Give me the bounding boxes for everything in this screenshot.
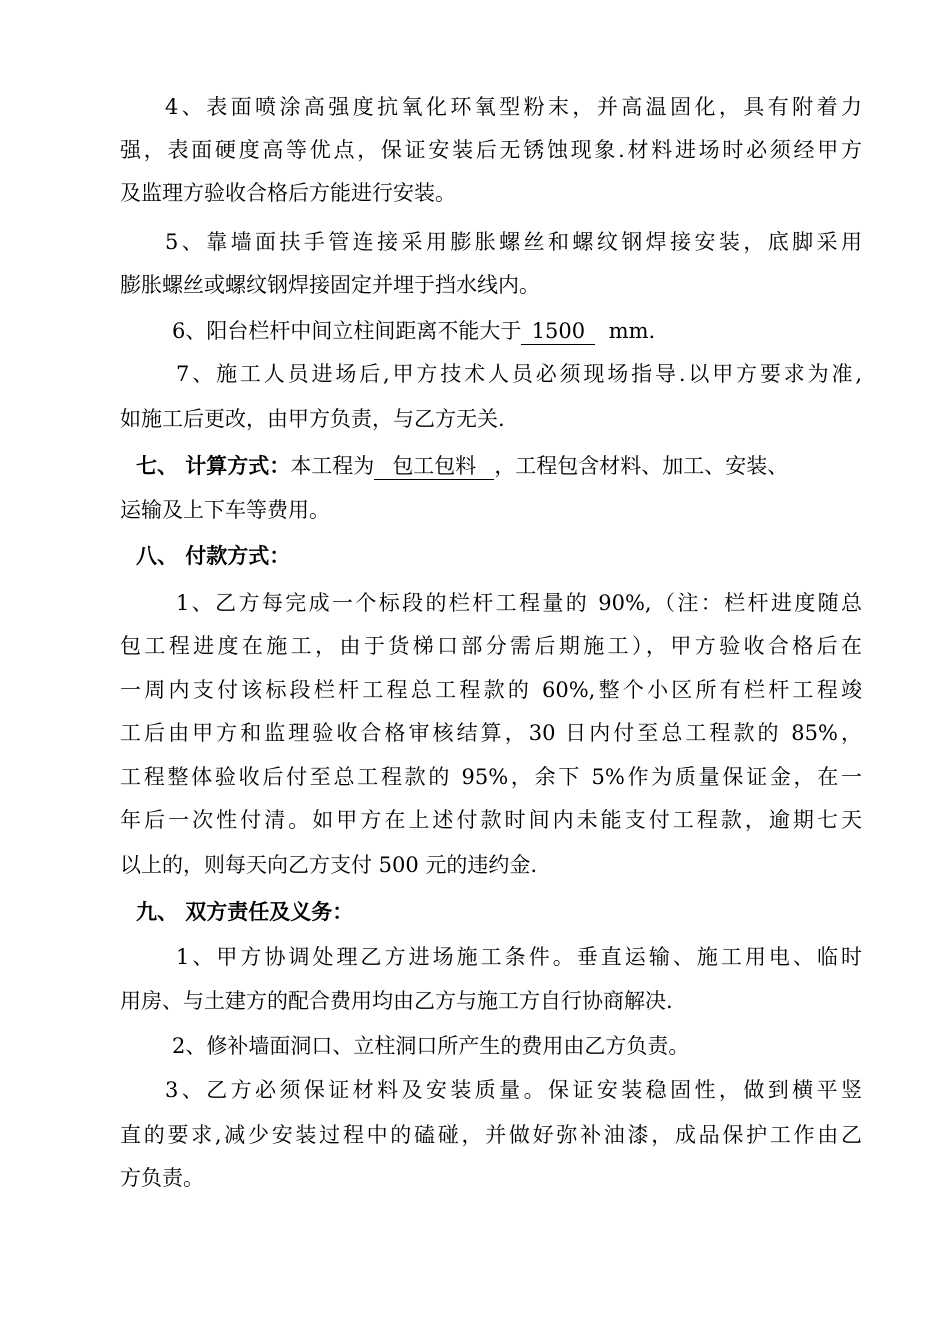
clause-5-line-2: 膨胀螺丝或螺纹钢焊接固定并埋于挡水线内。: [120, 273, 540, 297]
section-7-text: 本工程为: [290, 454, 375, 478]
clause-6-text: 6、阳台栏杆中间立柱间距离不能大于: [172, 319, 522, 343]
duty-3-line-2: 直的要求,减少安装过程中的磕碰，并做好弥补油漆，成品保护工作由乙: [120, 1123, 862, 1147]
section-8-heading: 八、 付款方式：: [136, 543, 291, 568]
payment-line-3: 一周内支付该标段栏杆工程总工程款的 60%,整个小区所有栏杆工程竣: [120, 678, 862, 702]
duty-1-line-2: 用房、与土建方的配合费用均由乙方与施工方自行协商解决.: [120, 989, 673, 1013]
section-7-calculation: [136, 451, 862, 481]
section-7-text-2: ，工程包含材料、加工、安装、: [494, 454, 789, 478]
duty-1-line-1: 1、甲方协调处理乙方进场施工条件。垂直运输、施工用电、临时: [176, 945, 862, 969]
payment-line-5: 工程整体验收后付至总工程款的 95%，余下 5%作为质量保证金，在一: [120, 765, 862, 789]
column-spacing-value: 1500: [521, 318, 595, 345]
duty-3-line-1: 3、乙方必须保证材料及安装质量。保证安装稳固性，做到横平竖: [165, 1078, 862, 1102]
clause-4-line-3: 及监理方验收合格后方能进行安装。: [120, 181, 456, 205]
clause-4-line-2: 强，表面硬度高等优点，保证安装后无锈蚀现象.材料进场时必须经甲方: [120, 138, 862, 162]
section-7-line-2: 运输及上下车等费用。: [120, 498, 330, 522]
clause-6-unit: mm.: [608, 319, 656, 343]
clause-7-line-2: 如施工后更改，由甲方负责，与乙方无关.: [120, 407, 505, 431]
duty-2: 2、修补墙面洞口、立柱洞口所产生的费用由乙方负责。: [172, 1034, 690, 1058]
payment-line-4: 工后由甲方和监理验收合格审核结算，30 日内付至总工程款的 85%，: [120, 721, 862, 745]
clause-6: [172, 316, 862, 346]
clause-7-line-1: 7、施工人员进场后,甲方技术人员必须现场指导.以甲方要求为准,: [176, 362, 862, 386]
section-7-heading: 七、 计算方式：: [136, 453, 291, 478]
contract-type-value: 包工包料: [374, 453, 494, 480]
payment-line-2: 包工程进度在施工，由于货梯口部分需后期施工），甲方验收合格后在: [120, 634, 862, 658]
payment-line-6: 年后一次性付清。如甲方在上述付款时间内未能支付工程款，逾期七天: [120, 808, 862, 832]
clause-4-line-1: 4、表面喷涂高强度抗氧化环氧型粉末，并高温固化，具有附着力: [165, 95, 862, 119]
duty-3-line-3: 方负责。: [120, 1166, 204, 1190]
clause-5-line-1: 5、靠墙面扶手管连接采用膨胀螺丝和螺纹钢焊接安装，底脚采用: [165, 230, 862, 254]
payment-line-1: 1、乙方每完成一个标段的栏杆工程量的 90%,（注：栏杆进度随总: [176, 591, 862, 615]
payment-line-7: 以上的，则每天向乙方支付 500 元的违约金.: [120, 853, 538, 877]
section-9-heading: 九、 双方责任及义务：: [136, 899, 354, 924]
